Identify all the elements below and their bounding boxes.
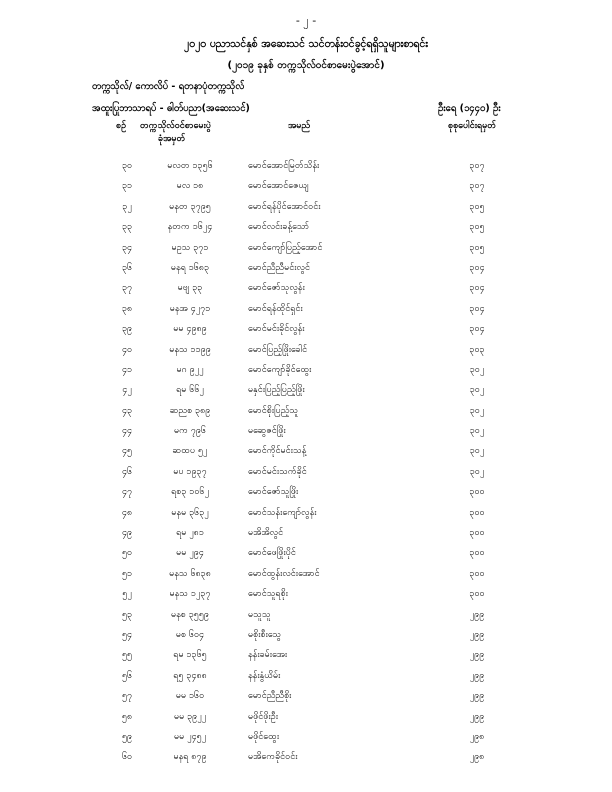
table-row xyxy=(0,360,612,380)
roll-number: ရ၅ ၃၄၈၈ xyxy=(173,670,207,681)
row-number: ၄၃ xyxy=(121,405,133,416)
table-row xyxy=(0,605,612,625)
student-name: မောင်ထွန်းလင်းအောင် xyxy=(248,568,320,579)
roll-number: မပ ၁၉၃၇ xyxy=(173,466,207,477)
total-marks: ၃၀၅ xyxy=(469,242,485,253)
student-name: မဖိုင်ဖိုးဦး xyxy=(248,711,278,722)
table-row xyxy=(0,401,612,421)
row-number: ၄၁ xyxy=(121,364,133,375)
document-subtitle: (၂၀၁၉ ခုနှစ် တက္ကသိုလ်ဝင်စာမေးပွဲအောင်) xyxy=(227,60,385,71)
roll-number: မဂ ၉၂၂ xyxy=(176,364,204,375)
table-row xyxy=(0,707,612,727)
total-marks: ၃၀၀ xyxy=(469,589,485,600)
roll-number: ဆညစ ၃၈၉ xyxy=(169,405,211,416)
roll-number: ဆထပ ၅၂ xyxy=(172,446,208,457)
student-name: မောင်ရန်ပိုင်အောင်ဝင်း xyxy=(248,201,321,212)
table-row xyxy=(0,380,612,400)
table-row xyxy=(0,645,612,665)
total-marks: ၃၀၃ xyxy=(469,344,485,355)
total-marks: ၂၉၉ xyxy=(469,609,485,620)
row-number: ၄၈ xyxy=(121,507,133,518)
row-number: ၅၂ xyxy=(122,589,132,600)
student-name: မောင်ကျော်ခိုင်ထွေး xyxy=(248,364,312,375)
student-name: မအိကေခိုင်ဝင်း xyxy=(248,752,298,763)
roll-number: မနစ ၃၅၅၉ xyxy=(171,609,209,620)
student-name: မဆွေဇင်ဖြိုး xyxy=(248,426,286,437)
total-marks: ၃၀၀ xyxy=(469,507,485,518)
total-marks: ၃၀၄ xyxy=(469,283,485,294)
roll-number: ရမ ၆၆၂ xyxy=(176,385,204,396)
table-row xyxy=(0,278,612,298)
table-row xyxy=(0,156,612,176)
total-marks: ၃၀၅ xyxy=(469,201,485,212)
roll-number: ရမ ၂၈၁ xyxy=(176,528,204,539)
column-header-name: အမည် xyxy=(288,121,311,131)
total-marks: ၃၀၇ xyxy=(469,161,485,171)
roll-number: မမ ၂၉၄ xyxy=(176,548,204,559)
total-count-label: ဦးရေ (၁၄၄၀) ဦး xyxy=(438,103,501,114)
row-number: ၄၇ xyxy=(121,487,133,498)
student-name: မသူသူ xyxy=(248,609,271,620)
row-number: ၃၄ xyxy=(121,242,133,253)
total-marks: ၃၀၄ xyxy=(469,262,485,273)
table-row xyxy=(0,625,612,645)
table-row xyxy=(0,441,612,461)
student-name: မောင်အောင်မြတ်သိန်း xyxy=(248,161,320,171)
total-marks: ၃၀၀ xyxy=(469,487,485,498)
row-number: ၅၄ xyxy=(121,629,133,640)
total-marks: ၃၀၂ xyxy=(469,426,485,437)
total-marks: ၃၀၂ xyxy=(469,364,485,375)
total-marks: ၂၉၈ xyxy=(469,731,485,742)
row-number: ၃၀ xyxy=(121,161,133,171)
total-marks: ၂၉၉ xyxy=(469,691,485,702)
roll-number: နတက ၁၆၂၄ xyxy=(167,222,213,233)
row-number: ၄၂ xyxy=(122,385,132,396)
student-name: မောင်စိုးပြည့်သူ xyxy=(248,405,299,416)
roll-number: မလ ၁၈ xyxy=(176,181,204,192)
row-number: ၅၃ xyxy=(121,609,133,620)
roll-number: မလတ ၁၃၅၆ xyxy=(167,161,213,171)
total-marks: ၃၀၄ xyxy=(469,303,485,314)
table-row xyxy=(0,727,612,747)
student-name: မောင်သူရစိုး xyxy=(248,589,288,600)
row-number: ၅၁ xyxy=(121,568,133,579)
total-marks: ၂၉၉ xyxy=(469,670,485,681)
table-row xyxy=(0,197,612,217)
student-name: မောင်ညီညီစိုး xyxy=(248,691,292,702)
table-row xyxy=(0,523,612,543)
roll-number: မနတ ၃၇၉၅ xyxy=(169,201,211,212)
roll-number: မဥသ ၃၇၁ xyxy=(171,242,209,253)
major-label: အထူးပြုဘာသာရပ် - ဓါတ်ပညာ(အဆေးသင်) xyxy=(92,103,250,114)
roll-number: မနသ ၆၈၃၈ xyxy=(169,568,211,579)
student-name: မောင်ဇော်သူဖြိုး xyxy=(248,487,299,498)
total-marks: ၃၀၂ xyxy=(469,446,485,457)
table-row xyxy=(0,217,612,237)
student-name: မောင်သန်းကျော်လွန်း xyxy=(248,507,317,518)
total-marks: ၃၀၅ xyxy=(469,222,485,233)
roll-number: မနရ ၁၆၈၃ xyxy=(170,262,210,273)
row-number: ၃၂ xyxy=(122,201,132,212)
table-row xyxy=(0,666,612,686)
table-row xyxy=(0,564,612,584)
row-number: ၃၁ xyxy=(121,181,133,192)
row-number: ၅၉ xyxy=(121,731,133,742)
student-name: နန်းနွံယိမ်း xyxy=(248,670,281,681)
student-name: မောင်လင်းခန့်သော် xyxy=(248,222,310,233)
row-number: ၅၇ xyxy=(121,691,133,702)
total-marks: ၂၉၉ xyxy=(469,650,485,661)
roll-number: မမ ၂၄၅၂ xyxy=(173,731,207,742)
roll-number: မမ ၁၆၀ xyxy=(175,691,205,702)
total-marks: ၂၉၈ xyxy=(469,752,485,763)
row-number: ၆၀ xyxy=(121,752,133,763)
total-marks: ၂၉၉ xyxy=(469,629,485,640)
row-number: ၃၆ xyxy=(121,262,133,273)
table-row xyxy=(0,686,612,706)
row-number: ၅၅ xyxy=(121,650,133,661)
row-number: ၄၆ xyxy=(121,466,133,477)
row-number: ၄၉ xyxy=(121,528,133,539)
row-number: ၃၃ xyxy=(121,222,133,233)
total-marks: ၂၉၉ xyxy=(469,711,485,722)
roll-number: ရမ ၁၃၆၅ xyxy=(173,650,207,661)
total-marks: ၃၀၀ xyxy=(469,528,485,539)
roll-number: မစ ၆၀၄ xyxy=(175,629,205,640)
student-name: မောင်မင်းသက်ခိုင် xyxy=(248,466,307,477)
table-row xyxy=(0,421,612,441)
table-row xyxy=(0,319,612,339)
roll-number: မမ ၃၉၂၂ xyxy=(173,711,207,722)
table-row xyxy=(0,747,612,767)
row-number: ၄၅ xyxy=(121,446,133,457)
roll-number: မနအ ၄၂၇၁ xyxy=(169,303,211,314)
total-marks: ၃၀၀ xyxy=(469,568,485,579)
student-name: မောင်ဇော်သုလွန်း xyxy=(248,283,305,294)
row-number: ၃၈ xyxy=(121,303,133,314)
total-marks: ၃၀၂ xyxy=(469,466,485,477)
student-name: မောင်မင်းခိုင်လွန်း xyxy=(248,324,305,335)
roll-number: ရစ၃ ၁၀၆၂ xyxy=(171,487,209,498)
roll-number: မဗျ ၃၃ xyxy=(177,283,203,294)
table-header xyxy=(0,120,612,148)
table-row xyxy=(0,482,612,502)
row-number: ၅၈ xyxy=(121,711,133,722)
table-row xyxy=(0,340,612,360)
roll-number: မက ၇၉၆ xyxy=(174,426,206,437)
row-number: ၃၉ xyxy=(121,324,133,335)
total-marks: ၃၀၂ xyxy=(469,385,485,396)
table-row xyxy=(0,299,612,319)
roll-number: မနသ ၁၂၃၇ xyxy=(169,589,211,600)
table-row xyxy=(0,503,612,523)
student-name: မောင်အောင်ဇေယျ xyxy=(248,181,309,192)
row-number: ၅၀ xyxy=(121,548,133,559)
column-header-roll: တက္ကသိုလ်ဝင်စာမေးပွဲ xyxy=(140,121,211,131)
document-title: ၂၀၂၀ ပညာသင်နှစ် အဆေးသင် သင်တန်းဝင်ခွင့်ရရှိသူများစာရင်း xyxy=(184,38,428,50)
row-number: ၃၇ xyxy=(121,283,133,294)
student-name: မောင်ညီညီမင်းလွင် xyxy=(248,262,310,273)
student-name: မောင်ကျော်ပြည့်အောင် xyxy=(248,242,323,253)
row-number: ၄၄ xyxy=(121,426,133,437)
student-name: မနှင်းပြည့်ပြည့်ဖြိုး xyxy=(248,385,305,396)
roll-number: မနသ ၁၁၉၉ xyxy=(169,344,211,355)
student-name: မောင်ရန်ထိုင်ရှင်း xyxy=(248,303,303,314)
column-header-no: စဉ် xyxy=(116,121,127,131)
student-name: မောင်ဖေဖြိုးပိုင် xyxy=(248,548,296,559)
student-name: မောင်ပြည့်ဖြိုးခေါင် xyxy=(248,344,308,355)
row-number: ၄၀ xyxy=(121,344,133,355)
page-number: - ၂ - xyxy=(295,14,317,27)
column-header-roll-line2: ခုံအမှတ် xyxy=(158,134,186,144)
table-row xyxy=(0,462,612,482)
table-row xyxy=(0,176,612,196)
student-name: မအိအိလွင် xyxy=(248,528,284,539)
total-marks: ၃၀၀ xyxy=(469,548,485,559)
student-name: မစိုးစီးသွေ xyxy=(248,629,282,640)
student-name: မောင်ကိုင်မင်းသန့် xyxy=(248,446,307,457)
row-number: ၅၆ xyxy=(121,670,133,681)
total-marks: ၃၀၂ xyxy=(469,405,485,416)
student-name: နန်းခမ်းအေး xyxy=(248,650,288,661)
table-row xyxy=(0,543,612,563)
results-table xyxy=(0,156,612,768)
total-marks: ၃၀၇ xyxy=(469,181,485,192)
table-row xyxy=(0,584,612,604)
total-marks: ၃၀၄ xyxy=(469,324,485,335)
roll-number: မနရ ၈၇၉ xyxy=(173,752,207,763)
institution-label: တက္ကသိုလ်/ ကောလိပ် - ရတနာပုံတက္ကသိုလ် xyxy=(92,81,245,92)
table-row xyxy=(0,238,612,258)
student-name: မဖိုင်ထွေး xyxy=(248,731,280,742)
roll-number: မမ ၄၉၈၉ xyxy=(173,324,207,335)
column-header-marks: စုစုပေါင်းရမှတ် xyxy=(448,121,497,131)
roll-number: မနမ ၃၆၃၂ xyxy=(171,507,209,518)
table-row xyxy=(0,258,612,278)
